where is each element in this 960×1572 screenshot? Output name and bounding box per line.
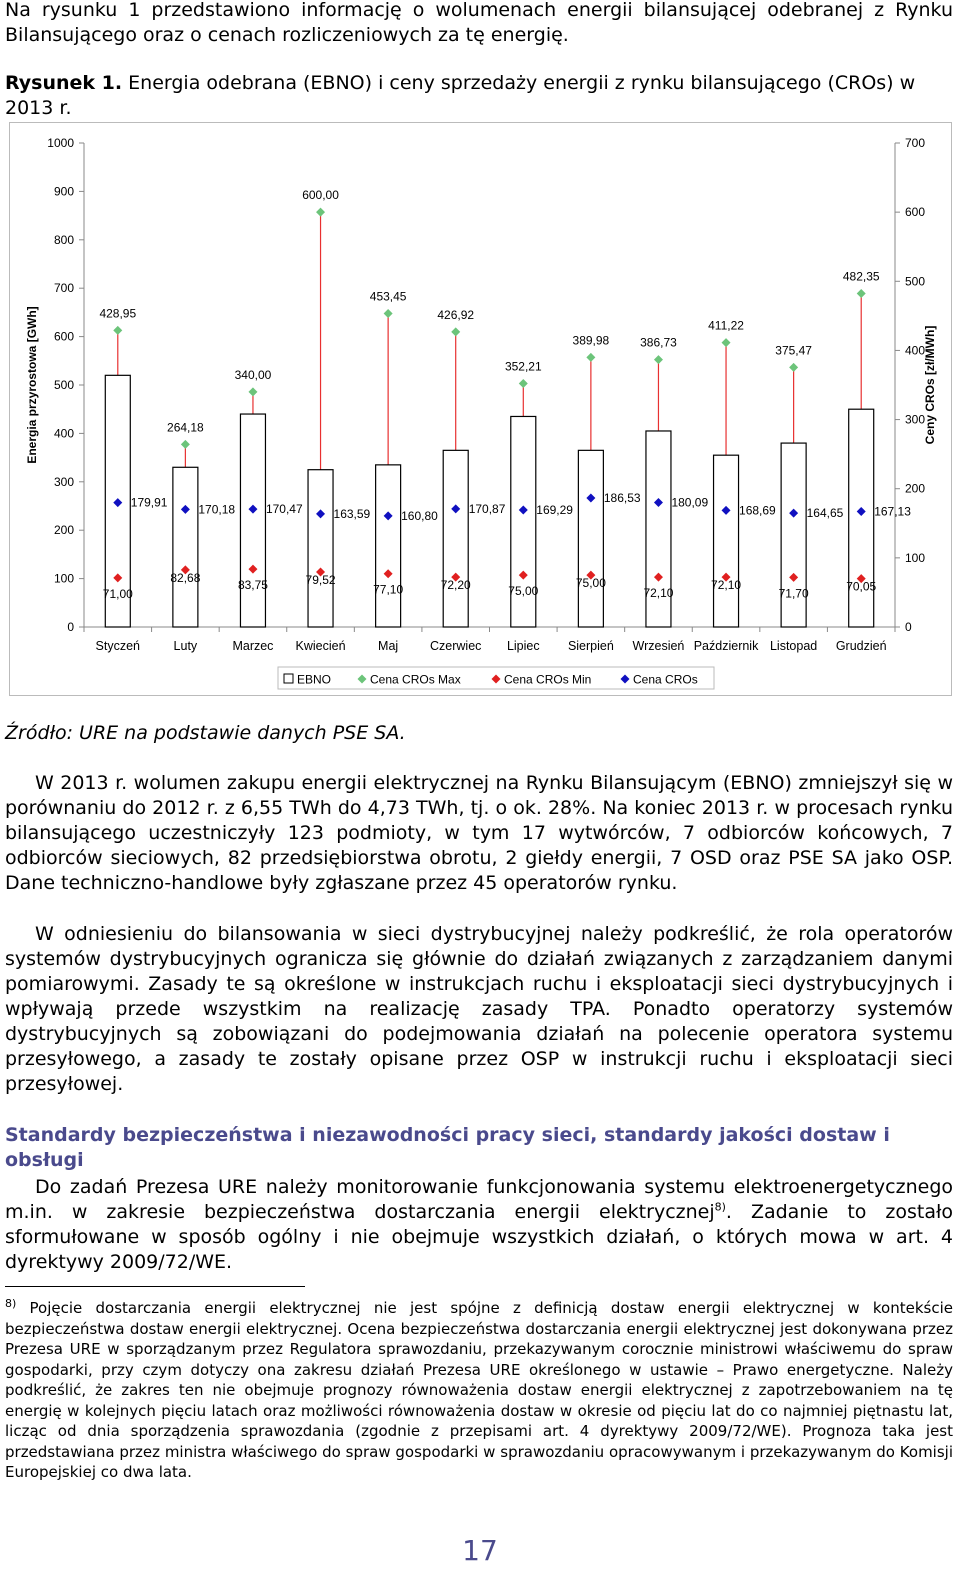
label-cros: 170,47 <box>265 502 303 517</box>
y-tick-label-left: 700 <box>53 281 74 296</box>
y-tick-label-left: 800 <box>53 232 74 247</box>
bar-ebno <box>308 470 333 627</box>
y-tick-label-right: 700 <box>905 136 926 150</box>
paragraph-2: W odniesieniu do bilansowania w sieci dystrybucyjnej należy podkreślić, że rola operatorów systemów dystrybucyjnych ogranicza się głównie do działań związanych z zarządzaniem danymi pomiarowymi. Zasady te są określone w instrukcjach ruchu i eksploatacji sieci dystrybucyjnych i wpływają przede wszystkim na realizację zasady TPA. Ponadto operatorzy systemów dystrybucyjnych są zobowiązani do podejmowania działań na polecenie operatora systemu przesyłowego, a zasady te zostały opisane przez OSP w instrukcji ruchu i eksploatacji sieci przesyłowej. <box>5 923 953 1095</box>
chart <box>10 123 951 695</box>
intro-paragraph: Na rysunku 1 przedstawiono informację o wolumenach energii bilansującej odebranej z Rynku Bilansującego oraz o cenach rozliczeniowych za tę energię. <box>5 0 953 46</box>
y-axis-title-right: Ceny CROs [zł/MWh] <box>923 325 937 445</box>
label-cros-min: 72,20 <box>440 578 471 593</box>
marker-cros-max <box>789 363 798 372</box>
label-cros-min: 75,00 <box>508 584 539 599</box>
marker-cros-max <box>316 208 325 217</box>
figure-caption <box>5 71 960 121</box>
figure-label: Rysunek 1. <box>5 72 123 94</box>
legend-label: EBNO <box>297 672 332 687</box>
label-cros: 167,13 <box>874 504 911 519</box>
label-cros-min: 82,68 <box>170 570 201 585</box>
label-cros-max: 453,45 <box>369 289 407 304</box>
label-cros-min: 83,75 <box>237 578 268 593</box>
legend-label: Cena CROs Max <box>370 672 461 687</box>
bar-ebno <box>578 450 603 627</box>
y-tick-label-right: 200 <box>905 481 926 496</box>
label-cros: 168,69 <box>739 503 776 518</box>
paragraph-3-text-b: . Zadanie to zostało sformułowane w sposób ogólny i nie obejmuje wszystkich działań, o których mowa w art. 4 dyrektywy 2009/72/WE. <box>5 1201 953 1273</box>
x-tick-label: Listopad <box>769 639 818 653</box>
bar-ebno <box>173 467 198 627</box>
label-cros-max: 482,35 <box>842 269 880 284</box>
footnote-mark: 8) <box>5 1297 17 1310</box>
footnote-text: Pojęcie dostarczania energii elektrycznej nie jest spójne z definicją dostaw energii elektrycznej w kontekście bezpieczeństwa dostaw energii elektrycznej. Ocena bezpieczeństwa dostarczania energii elektrycznej jest dokonywana przez Prezesa URE w sporządzanym przez Regulatora sprawozdaniu, przekazywanym corocznie ministrowi właściwemu do spraw gospodarki, przy czym dotyczy ona zakresu działań Prezesa URE określonego w ustawie – Prawo energetyczne. Należy podkreślić, że zakres ten nie obejmuje prognozy równoważenia dostaw energii elektrycznej z zapotrzebowaniem na tę energię w kolejnych pięciu latach oraz możliwości równoważenia dostaw w okresie od pięciu lat do co najmniej piętnastu lat, licząc od dnia sporządzenia sprawozdania (zgodnie z przepisami art. 4 dyrektywy 2009/72/WE). Prognoza taka jest przedstawiana przez ministra właściwego do spraw gospodarki w sprawozdaniu opracowywanym i przekazywanym do Komisji Europejskiej co dwa lata. <box>5 1299 953 1481</box>
y-tick-label-left: 0 <box>67 620 74 634</box>
legend-label: Cena CROs <box>633 672 698 687</box>
label-cros: 160,80 <box>401 508 438 523</box>
paragraph-1: W 2013 r. wolumen zakupu energii elektrycznej na Rynku Bilansującym (EBNO) zmniejszył się w porównaniu do 2012 r. z 6,55 TWh do 4,73 TWh, tj. o ok. 28%. Na koniec 2013 r. w procesach rynku bilansującego uczestniczyły 123 podmioty, w tym 17 wytwórców, 7 odbiorców końcowych, 7 odbiorców sieciowych, 82 przedsiębiorstwa obrotu, 2 giełdy energii, 7 OSD oraz PSE SA jako OSP. Dane techniczno-handlowe były zgłaszane przez 45 operatorów rynku. <box>5 772 953 894</box>
x-tick-label: Styczeń <box>95 639 141 653</box>
label-cros-max: 389,98 <box>572 333 610 348</box>
label-cros-max: 600,00 <box>302 188 339 203</box>
figure-source: Źródło: URE na podstawie danych PSE SA. <box>5 722 406 744</box>
legend-swatch-ebno <box>284 674 293 683</box>
x-tick-label: Czerwiec <box>430 639 482 653</box>
label-cros-min: 75,00 <box>575 576 606 591</box>
bar-ebno <box>376 465 401 627</box>
x-tick-label: Luty <box>173 639 198 653</box>
label-cros: 186,53 <box>603 491 641 506</box>
bar-ebno <box>443 450 468 627</box>
label-cros: 164,65 <box>806 506 844 521</box>
y-tick-label-left: 300 <box>53 474 74 489</box>
y-tick-label-left: 900 <box>53 184 74 199</box>
paragraph-3 <box>5 1175 953 1275</box>
y-tick-label-right: 100 <box>905 550 926 565</box>
y-tick-label-left: 400 <box>53 426 74 441</box>
bar-ebno <box>849 409 874 627</box>
marker-cros-max <box>722 338 731 347</box>
y-tick-label-right: 500 <box>905 274 926 289</box>
y-axis-title-left: Energia przyrostowa [GWh] <box>25 306 39 464</box>
label-cros-max: 264,18 <box>167 420 204 435</box>
label-cros-max: 352,21 <box>504 359 542 374</box>
x-tick-label: Sierpień <box>567 639 614 653</box>
marker-cros-max <box>181 440 190 449</box>
bar-ebno <box>714 455 739 627</box>
y-tick-label-left: 1000 <box>47 136 74 150</box>
x-tick-label: Grudzień <box>835 639 887 653</box>
y-tick-label-left: 200 <box>53 523 74 538</box>
marker-cros-max <box>113 326 122 335</box>
marker-cros-max <box>519 379 528 388</box>
marker-cros-max <box>248 387 257 396</box>
figure-caption-text: Energia odebrana (EBNO) i ceny sprzedaży energii z rynku bilansującego (CROs) w 2013 r. <box>5 72 916 119</box>
label-cros: 180,09 <box>671 495 709 510</box>
y-tick-label-right: 300 <box>905 412 926 427</box>
bar-ebno <box>240 414 265 627</box>
marker-cros-max <box>384 309 393 318</box>
label-cros-max: 428,95 <box>99 306 137 321</box>
y-tick-label-right: 400 <box>905 343 926 358</box>
label-cros: 169,29 <box>536 502 573 517</box>
footnote-ref[interactable]: 8) <box>714 1200 726 1214</box>
label-cros: 163,59 <box>333 506 371 521</box>
label-cros-max: 426,92 <box>437 307 475 322</box>
y-tick-label-right: 0 <box>905 620 912 634</box>
footnote <box>5 1298 953 1483</box>
paragraph-3-text-a: Do zadań Prezesa URE należy monitorowanie funkcjonowania systemu elektroenergetycznego m.in. w zakresie bezpieczeństwa dostarczania energii elektrycznej <box>5 1176 953 1223</box>
section-heading: Standardy bezpieczeństwa i niezawodności pracy sieci, standardy jakości dostaw i obsługi <box>5 1124 890 1171</box>
x-tick-label: Lipiec <box>506 639 540 653</box>
x-tick-label: Wrzesień <box>632 639 685 653</box>
x-tick-label: Kwiecień <box>295 639 346 653</box>
label-cros-min: 72,10 <box>711 578 742 593</box>
label-cros-min: 71,70 <box>778 586 809 601</box>
label-cros-min: 72,10 <box>643 586 674 601</box>
y-tick-label-right: 600 <box>905 205 926 220</box>
x-tick-label: Maj <box>378 639 399 653</box>
marker-cros-max <box>654 355 663 364</box>
legend-label: Cena CROs Min <box>504 672 592 687</box>
footnote-rule <box>5 1286 305 1287</box>
label-cros-min: 70,05 <box>846 579 877 594</box>
label-cros-max: 340,00 <box>234 367 272 382</box>
label-cros-min: 71,00 <box>102 586 133 601</box>
label-cros: 170,18 <box>198 502 236 517</box>
page-number: 17 <box>462 1534 498 1567</box>
chart-container <box>9 122 952 696</box>
x-tick-label: Październik <box>693 639 759 653</box>
x-tick-label: Marzec <box>232 639 274 653</box>
label-cros-max: 386,73 <box>640 335 677 350</box>
marker-cros-max <box>451 327 460 336</box>
label-cros-max: 411,22 <box>708 318 744 333</box>
y-tick-label-left: 600 <box>53 329 74 344</box>
label-cros: 170,87 <box>468 501 506 516</box>
marker-cros-max <box>586 353 595 362</box>
label-cros-min: 79,52 <box>305 573 336 588</box>
y-tick-label-left: 100 <box>53 571 74 586</box>
label-cros: 179,91 <box>130 495 168 510</box>
y-tick-label-left: 500 <box>53 378 74 392</box>
label-cros-max: 375,47 <box>775 343 812 358</box>
label-cros-min: 77,10 <box>373 582 404 597</box>
marker-cros-max <box>857 289 866 298</box>
